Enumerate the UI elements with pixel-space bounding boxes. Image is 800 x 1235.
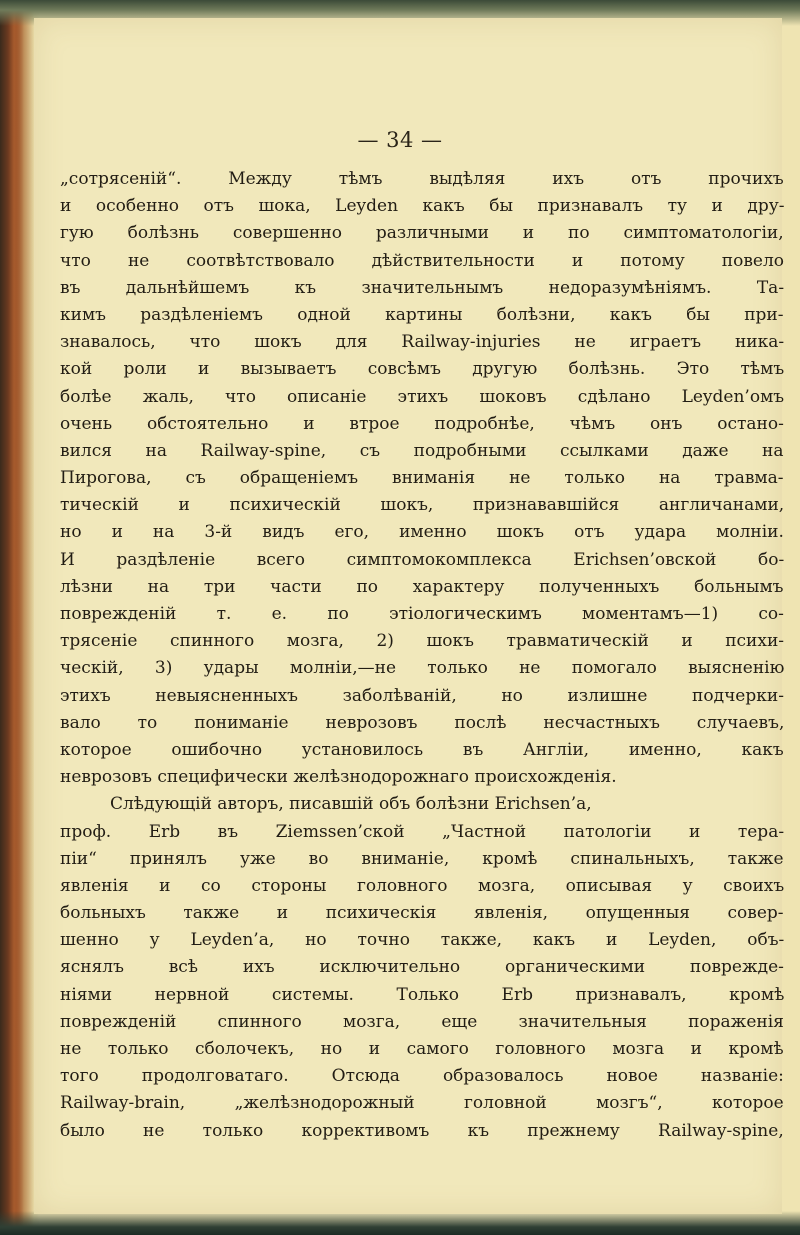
text-line: не только сболочекъ, но и самого головного мозга и кромѣ	[60, 1039, 784, 1059]
text-line: было не только коррективомъ къ прежнему Railway-spine,	[60, 1120, 784, 1141]
text-line: шенно у Leyden’а, но точно также, какъ и Leyden, объ-	[60, 930, 785, 951]
text-line: И раздѣленіе всего симптомокомплекса Erichsen’овской бо-	[60, 549, 785, 570]
text-line: ніями нервной системы. Только Erb признавалъ, кромѣ	[60, 984, 785, 1005]
text-line: болѣе жаль, что описаніе этихъ шоковъ сдѣлано Leyden’омъ	[60, 386, 785, 407]
text-line: гую болѣзнь совершенно различными и по симптоматологіи,	[60, 223, 784, 244]
text-line: и особенно отъ шока, Leyden какъ бы признавалъ ту и дру-	[60, 196, 785, 217]
text-line: больныхъ также и психическія явленія, опущенныя совер-	[60, 903, 784, 924]
text-line: очень обстоятельно и втрое подробнѣе, чѣмъ онъ остано-	[60, 413, 784, 434]
text-line: ческій, 3) удары молніи,—не только не помогало выясненію	[60, 658, 785, 679]
text-line: вало то пониманіе неврозовъ послѣ несчастныхъ случаевъ,	[60, 712, 785, 733]
text-line: но и на 3-й видъ его, именно шокъ отъ удара молніи.	[60, 522, 784, 543]
text-line: которое ошибочно установилось въ Англіи, именно, какъ	[60, 739, 784, 760]
text-line: въ дальнѣйшемъ къ значительнымъ недоразумѣніямъ. Та-	[60, 277, 785, 298]
text-line: что не соотвѣтствовало дѣйствительности и потому повело	[60, 250, 784, 271]
text-line: поврежденій спинного мозга, еще значительныя пораженія	[60, 1011, 784, 1032]
text-line: этихъ невыясненныхъ заболѣваній, но излишне подчерки-	[60, 685, 784, 706]
body-text	[60, 166, 784, 1145]
text-line: проф. Erb въ Ziemssen’ской „Частной патологіи и тера-	[60, 821, 785, 842]
scan-bottom-edge	[0, 1211, 800, 1235]
text-line: вился на Railway-spine, съ подробными ссылками даже на	[60, 440, 784, 461]
text-line: Слѣдующій авторъ, писавшій объ болѣзни Erichsen’а,	[110, 794, 592, 815]
text-line: знавалось, что шокъ для Railway-injuries не играетъ ника-	[60, 332, 785, 353]
text-line: тическій и психическій шокъ, признававшійся англичанами,	[60, 495, 785, 516]
text-line: піи“ принялъ уже во вниманіе, кромѣ спинальныхъ, также	[60, 848, 784, 869]
text-line: яснялъ всѣ ихъ исключительно органическими поврежде-	[60, 957, 784, 978]
text-line: „сотрясеній“. Между тѣмъ выдѣляя ихъ отъ прочихъ	[60, 169, 784, 189]
text-line: лѣзни на три части по характеру полученныхъ больнымъ	[60, 576, 784, 597]
text-line: того продолговатаго. Отсюда образовалось новое названіе:	[60, 1066, 784, 1087]
page-number: — 34 —	[357, 128, 443, 152]
text-line: кой роли и вызываетъ совсѣмъ другую болѣзнь. Это тѣмъ	[60, 359, 785, 380]
text-line: Пирогова, съ обращеніемъ вниманія не только на травма-	[60, 468, 784, 489]
book-spine-edge	[0, 0, 34, 1235]
text-line: поврежденій т. е. по этіологическимъ моментамъ—1) со-	[60, 604, 784, 624]
text-line: кимъ раздѣленіемъ одной картины болѣзни, какъ бы при-	[60, 304, 784, 325]
text-line: неврозовъ специфически желѣзнодорожнаго происхожденія.	[60, 767, 617, 788]
text-line: явленія и со стороны головного мозга, описывая у своихъ	[60, 875, 785, 896]
text-line: трясеніе спинного мозга, 2) шокъ травматическій и психи-	[60, 631, 785, 652]
text-line: Railway-brain, „желѣзнодорожный головной мозгъ“, которое	[60, 1093, 784, 1114]
